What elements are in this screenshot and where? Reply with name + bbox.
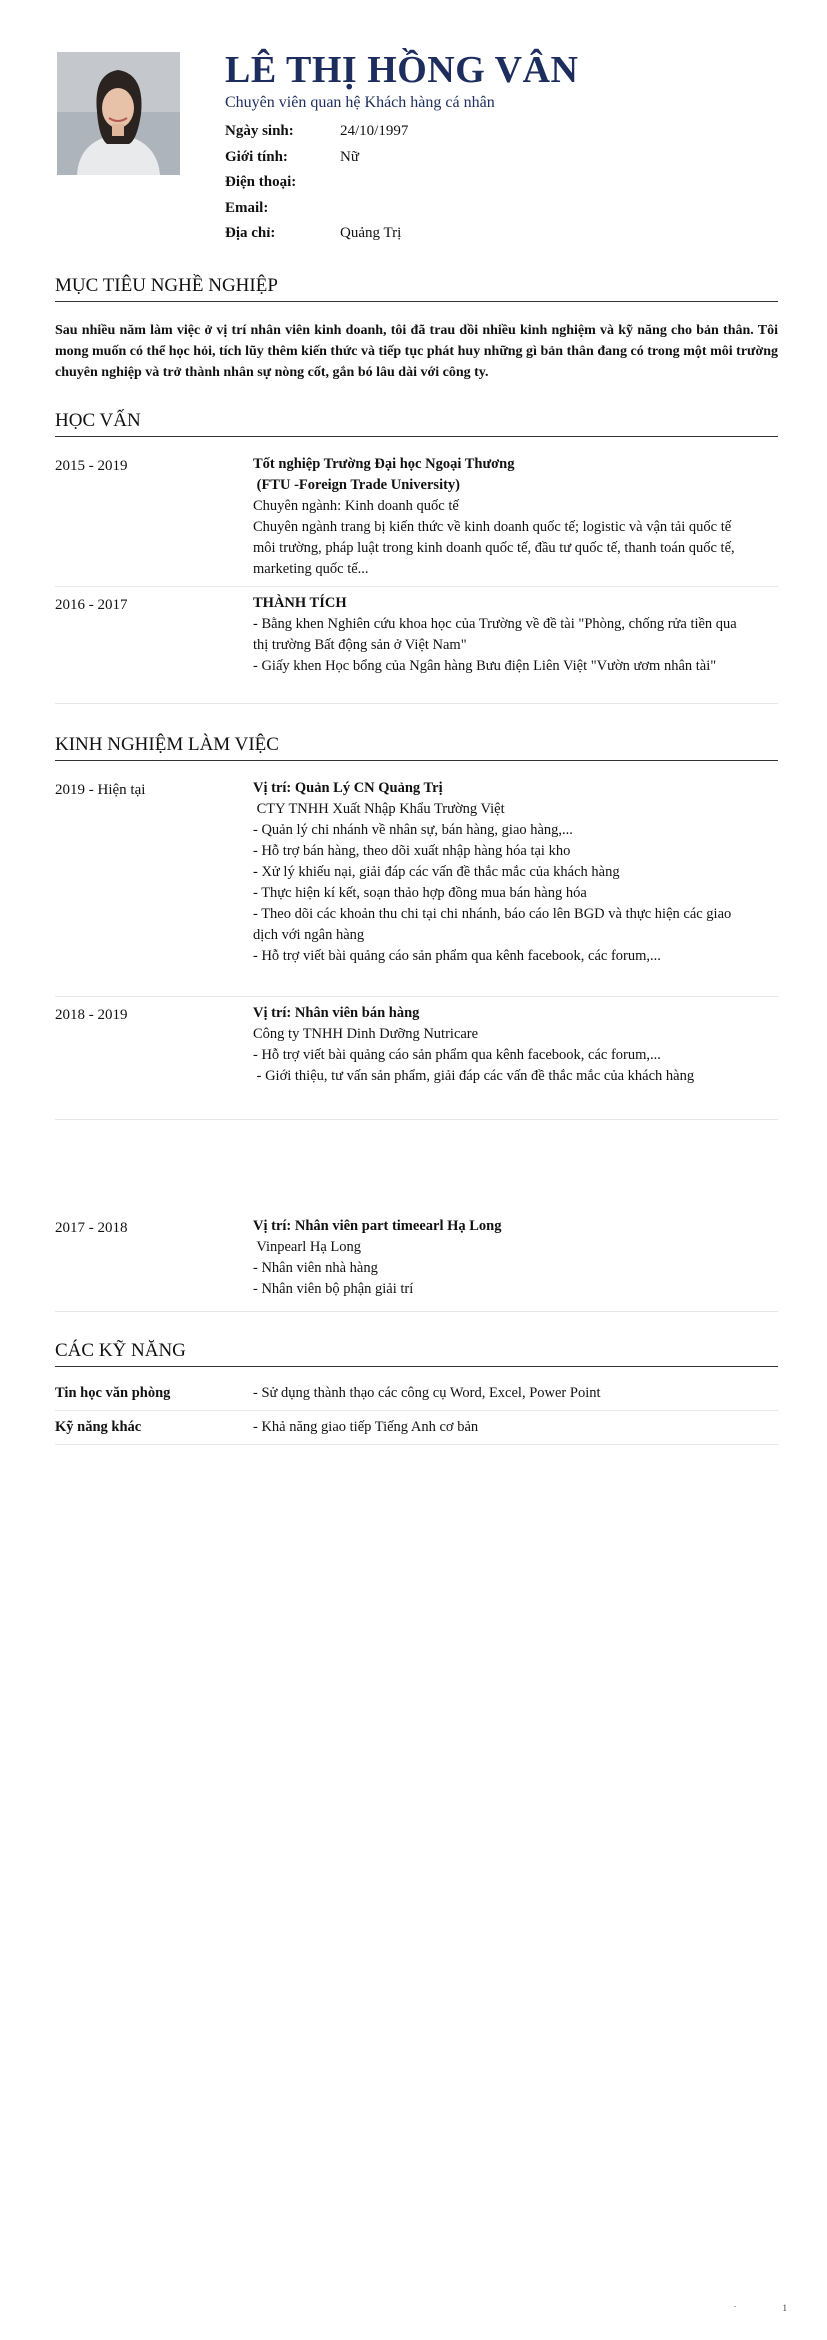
entry-line: Chuyên ngành trang bị kiến thức về kinh doanh quốc tế; logistic và vận tải quốc tế môi trường, pháp luật trong kinh doanh quốc tế, đầu tư quốc tế, thanh toán quốc tế, marketing quốc tế... [253, 519, 735, 577]
info-label: Ngày sinh: [225, 123, 294, 140]
entry-date: 2018 - 2019 [55, 1007, 128, 1023]
entry-subheading: (FTU -Foreign Trade University) [253, 477, 461, 493]
decorative-dot [734, 2306, 736, 2307]
entry-date: 2016 - 2017 [55, 597, 128, 613]
entry-line: - Hỗ trợ viết bài quảng cáo sản phẩm qua kênh facebook, các forum,... [253, 948, 661, 964]
personal-info [225, 119, 625, 247]
info-label: Giới tính: [225, 148, 288, 165]
entry-heading: Vị trí: Nhân viên bán hàng [253, 1005, 420, 1021]
skill-name: Kỹ năng khác [55, 1419, 142, 1435]
entry-heading: Vị trí: Quản Lý CN Quảng Trị [253, 780, 443, 796]
entry-company: CTY TNHH Xuất Nhập Khẩu Trường Việt [253, 801, 505, 817]
info-row-phone [225, 170, 625, 196]
info-row-birthdate [225, 119, 625, 145]
experience-entry [55, 776, 778, 997]
entry-heading: Vị trí: Nhân viên part timeearl Hạ Long [253, 1218, 502, 1234]
education-entry [55, 452, 778, 587]
section-title-education: HỌC VẤN [55, 410, 778, 437]
skill-description: - Sử dụng thành thạo các công cụ Word, Excel, Power Point [253, 1385, 601, 1401]
entry-company: Công ty TNHH Dinh Dưỡng Nutricare [253, 1026, 479, 1042]
entry-body [253, 454, 753, 580]
info-row-email [225, 196, 625, 222]
info-value: Nữ [340, 148, 359, 165]
info-row-address [225, 221, 625, 247]
info-label: Email: [225, 199, 269, 216]
entry-date: 2015 - 2019 [55, 458, 128, 474]
entry-line: - Giấy khen Học bổng của Ngân hàng Bưu điện Liên Việt "Vườn ươm nhân tài" [253, 658, 717, 674]
info-value: Quảng Trị [340, 225, 402, 242]
candidate-title: Chuyên viên quan hệ Khách hàng cá nhân [225, 94, 495, 111]
entry-line: - Quản lý chi nhánh về nhân sự, bán hàng, giao hàng,... [253, 822, 573, 838]
objective-text: Sau nhiều năm làm việc ở vị trí nhân viên kinh doanh, tôi đã trau dồi nhiều kinh nghiệm và kỹ năng cho bản thân. Tôi mong muốn có thể học hỏi, tích lũy thêm kiến thức và tiếp tục phát huy những gì bản thân đang có trong một môi trường chuyên nghiệp và trở thành nhân sự nòng cốt, gắn bó lâu dài với công ty. [55, 323, 778, 380]
section-title-skills: CÁC KỸ NĂNG [55, 1340, 778, 1367]
section-title-objective: MỤC TIÊU NGHỀ NGHIỆP [55, 275, 778, 302]
entry-body [253, 1003, 753, 1087]
page-number: 1 [782, 2303, 787, 2313]
info-value: 24/10/1997 [340, 123, 409, 140]
candidate-name: LÊ THỊ HỒNG VÂN [225, 49, 579, 91]
experience-entry [55, 997, 778, 1120]
entry-heading: Tốt nghiệp Trường Đại học Ngoại Thương [253, 456, 515, 472]
skill-name: Tin học văn phòng [55, 1385, 171, 1401]
portrait-image [57, 52, 180, 175]
info-label: Điện thoại: [225, 174, 297, 191]
entry-company: Vinpearl Hạ Long [253, 1239, 361, 1255]
info-label: Địa chỉ: [225, 225, 276, 242]
education-entry [55, 587, 778, 704]
skill-description: - Khả năng giao tiếp Tiếng Anh cơ bản [253, 1419, 479, 1435]
skill-row [55, 1377, 778, 1411]
entry-date: 2019 - Hiện tại [55, 782, 146, 798]
entry-line: - Hỗ trợ viết bài quảng cáo sản phẩm qua kênh facebook, các forum,... [253, 1047, 661, 1063]
entry-body [253, 778, 753, 967]
entry-line: Chuyên ngành: Kinh doanh quốc tế [253, 498, 459, 514]
entry-heading: THÀNH TÍCH [253, 595, 347, 611]
entry-date: 2017 - 2018 [55, 1220, 128, 1236]
entry-line: - Nhân viên nhà hàng [253, 1260, 378, 1276]
entry-line: - Theo dõi các khoản thu chi tại chi nhánh, báo cáo lên BGD và thực hiện các giao dịch với ngân hàng [253, 906, 732, 943]
section-title-experience: KINH NGHIỆM LÀM VIỆC [55, 734, 778, 761]
entry-line: - Bằng khen Nghiên cứu khoa học của Trường về đề tài "Phòng, chống rửa tiền qua thị trường Bất động sản ở Việt Nam" [253, 616, 737, 653]
experience-entry [55, 1210, 778, 1312]
entry-line: - Giới thiệu, tư vấn sản phẩm, giải đáp các vấn đề thắc mắc của khách hàng [253, 1068, 695, 1084]
entry-line: - Nhân viên bộ phận giải trí [253, 1281, 414, 1297]
skill-row [55, 1411, 778, 1445]
profile-photo [57, 52, 180, 175]
entry-line: - Hỗ trợ bán hàng, theo dõi xuất nhập hàng hóa tại kho [253, 843, 571, 859]
entry-line: - Xử lý khiếu nại, giải đáp các vấn đề thắc mắc của khách hàng [253, 864, 620, 880]
entry-body [253, 593, 753, 677]
entry-body [253, 1216, 753, 1300]
entry-line: - Thực hiện kí kết, soạn thảo hợp đồng mua bán hàng hóa [253, 885, 587, 901]
info-row-gender [225, 145, 625, 171]
